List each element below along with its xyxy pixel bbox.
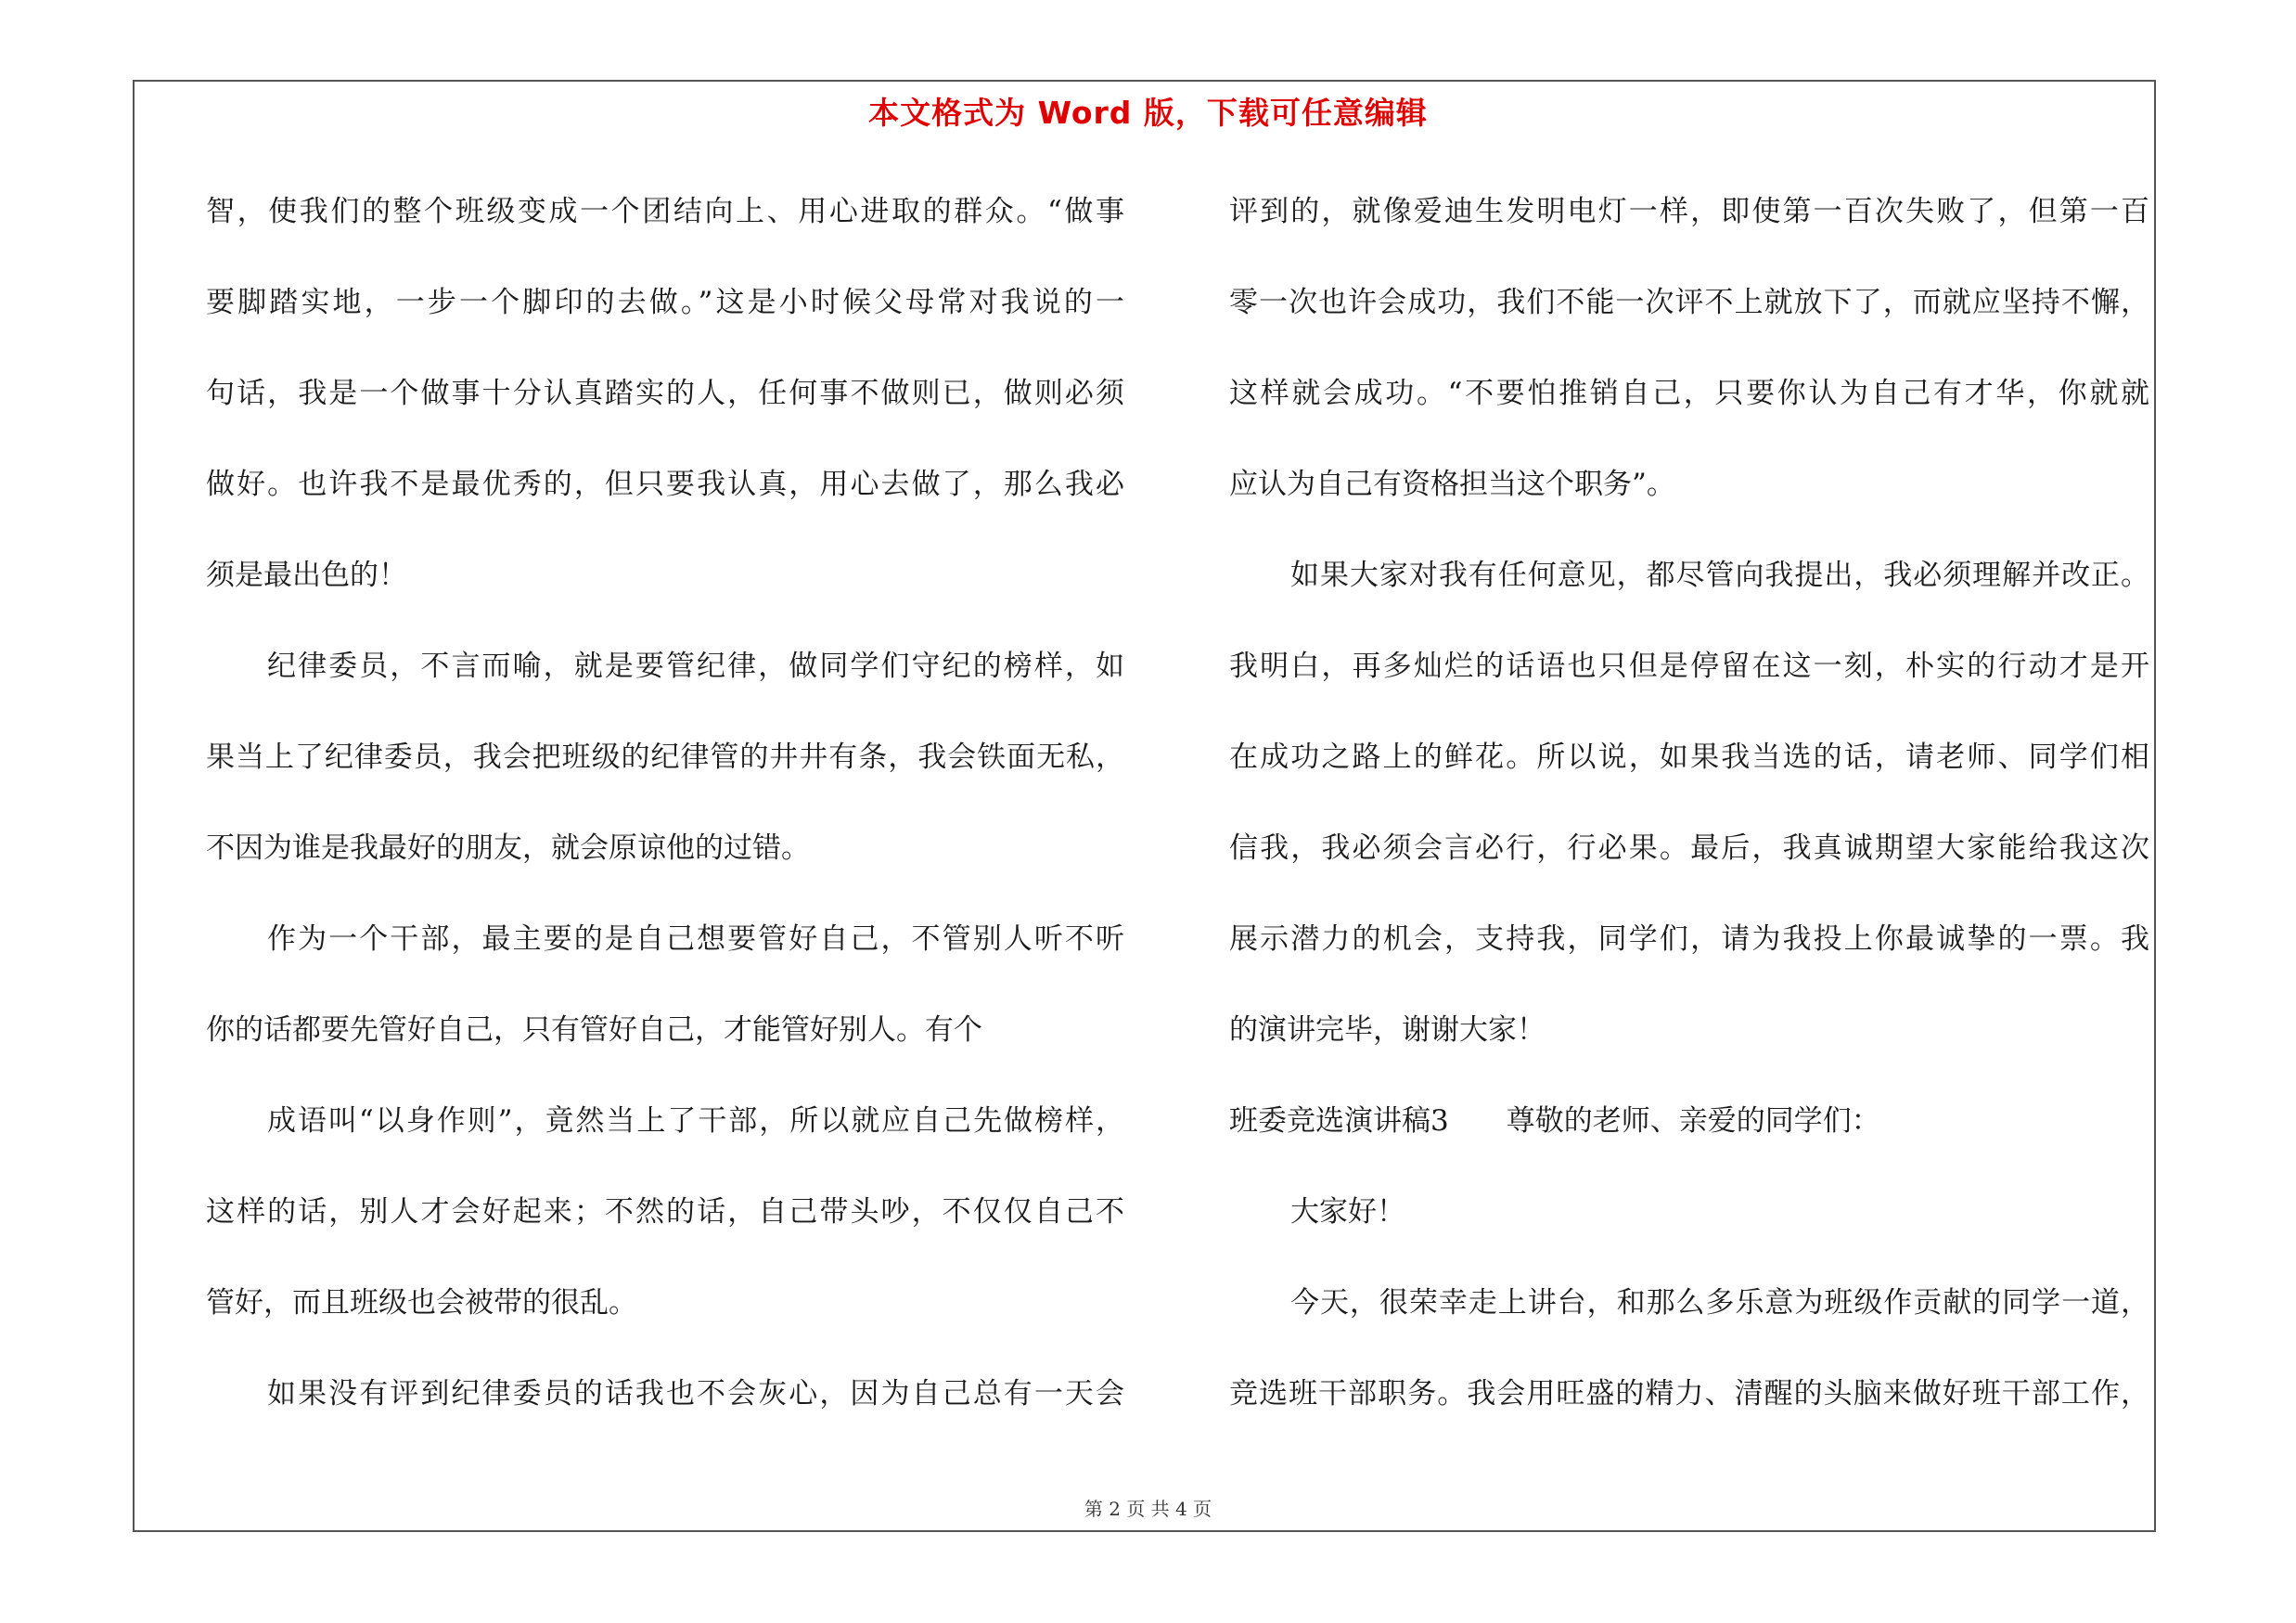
text-line: 纪律委员，不言而喻，就是要管纪律，做同学们守纪的榜样，如 bbox=[267, 650, 1124, 683]
text-line: 的演讲完毕，谢谢大家！ bbox=[1229, 1013, 1546, 1047]
word-format-banner: 本文格式为 Word 版，下载可任意编辑 bbox=[868, 95, 1428, 131]
text-line: 须是最出色的！ bbox=[206, 559, 407, 592]
text-line: 果当上了纪律委员，我会把班级的纪律管的井井有条，我会铁面无私， bbox=[206, 741, 1124, 774]
text-line: 不因为谁是我最好的朋友，就会原谅他的过错。 bbox=[206, 831, 810, 865]
left-text-column bbox=[206, 184, 1124, 1457]
text-line: 我明白，再多灿烂的话语也只但是停留在这一刻，朴实的行动才是开 bbox=[1229, 650, 2149, 683]
text-line: 管好，而且班级也会被带的很乱。 bbox=[206, 1286, 637, 1320]
text-line: 应认为自己有资格担当这个职务”。 bbox=[1229, 468, 1675, 501]
text-line: 这样的话，别人才会好起来；不然的话，自己带头吵，不仅仅自己不 bbox=[206, 1195, 1124, 1229]
text-line: 展示潜力的机会，支持我，同学们，请为我投上你最诚挚的一票。我 bbox=[1229, 922, 2149, 956]
text-line: 你的话都要先管好自己，只有管好自己，才能管好别人。有个 bbox=[206, 1013, 982, 1047]
text-line: 零一次也许会成功，我们不能一次评不上就放下了，而就应坚持不懈， bbox=[1229, 286, 2149, 319]
text-line: 成语叫“以身作则”，竟然当上了干部，所以就应自己先做榜样， bbox=[267, 1104, 1124, 1138]
text-line: 竞选班干部职务。我会用旺盛的精力、清醒的头脑来做好班干部工作， bbox=[1229, 1377, 2149, 1410]
text-line: 大家好！ bbox=[1290, 1195, 1405, 1229]
text-line: 这样就会成功。“不要怕推销自己，只要你认为自己有才华，你就就 bbox=[1229, 377, 2149, 410]
text-line: 如果没有评到纪律委员的话我也不会灰心，因为自己总有一天会 bbox=[267, 1377, 1124, 1410]
text-line: 句话，我是一个做事十分认真踏实的人，任何事不做则已，做则必须 bbox=[206, 377, 1124, 410]
text-line: 今天，很荣幸走上讲台，和那么多乐意为班级作贡献的同学一道， bbox=[1290, 1286, 2149, 1320]
text-line: 智，使我们的整个班级变成一个团结向上、用心进取的群众。“做事 bbox=[206, 195, 1124, 228]
text-line: 评到的，就像爱迪生发明电灯一样，即使第一百次失败了，但第一百 bbox=[1229, 195, 2149, 228]
right-text-column bbox=[1229, 184, 2149, 1457]
text-line: 要脚踏实地，一步一个脚印的去做。”这是小时候父母常对我说的一 bbox=[206, 286, 1124, 319]
text-line: 作为一个干部，最主要的是自己想要管好自己，不管别人听不听 bbox=[267, 922, 1124, 956]
text-line: 如果大家对我有任何意见，都尽管向我提出，我必须理解并改正。 bbox=[1290, 559, 2149, 592]
text-line: 班委竞选演讲稿3 尊敬的老师、亲爱的同学们： bbox=[1229, 1104, 1880, 1138]
text-line: 做好。也许我不是最优秀的，但只要我认真，用心去做了，那么我必 bbox=[206, 468, 1124, 501]
page-number-footer: 第 2 页 共 4 页 bbox=[1084, 1498, 1212, 1520]
text-line: 信我，我必须会言必行，行必果。最后，我真诚期望大家能给我这次 bbox=[1229, 831, 2149, 865]
text-line: 在成功之路上的鲜花。所以说，如果我当选的话，请老师、同学们相 bbox=[1229, 741, 2149, 774]
